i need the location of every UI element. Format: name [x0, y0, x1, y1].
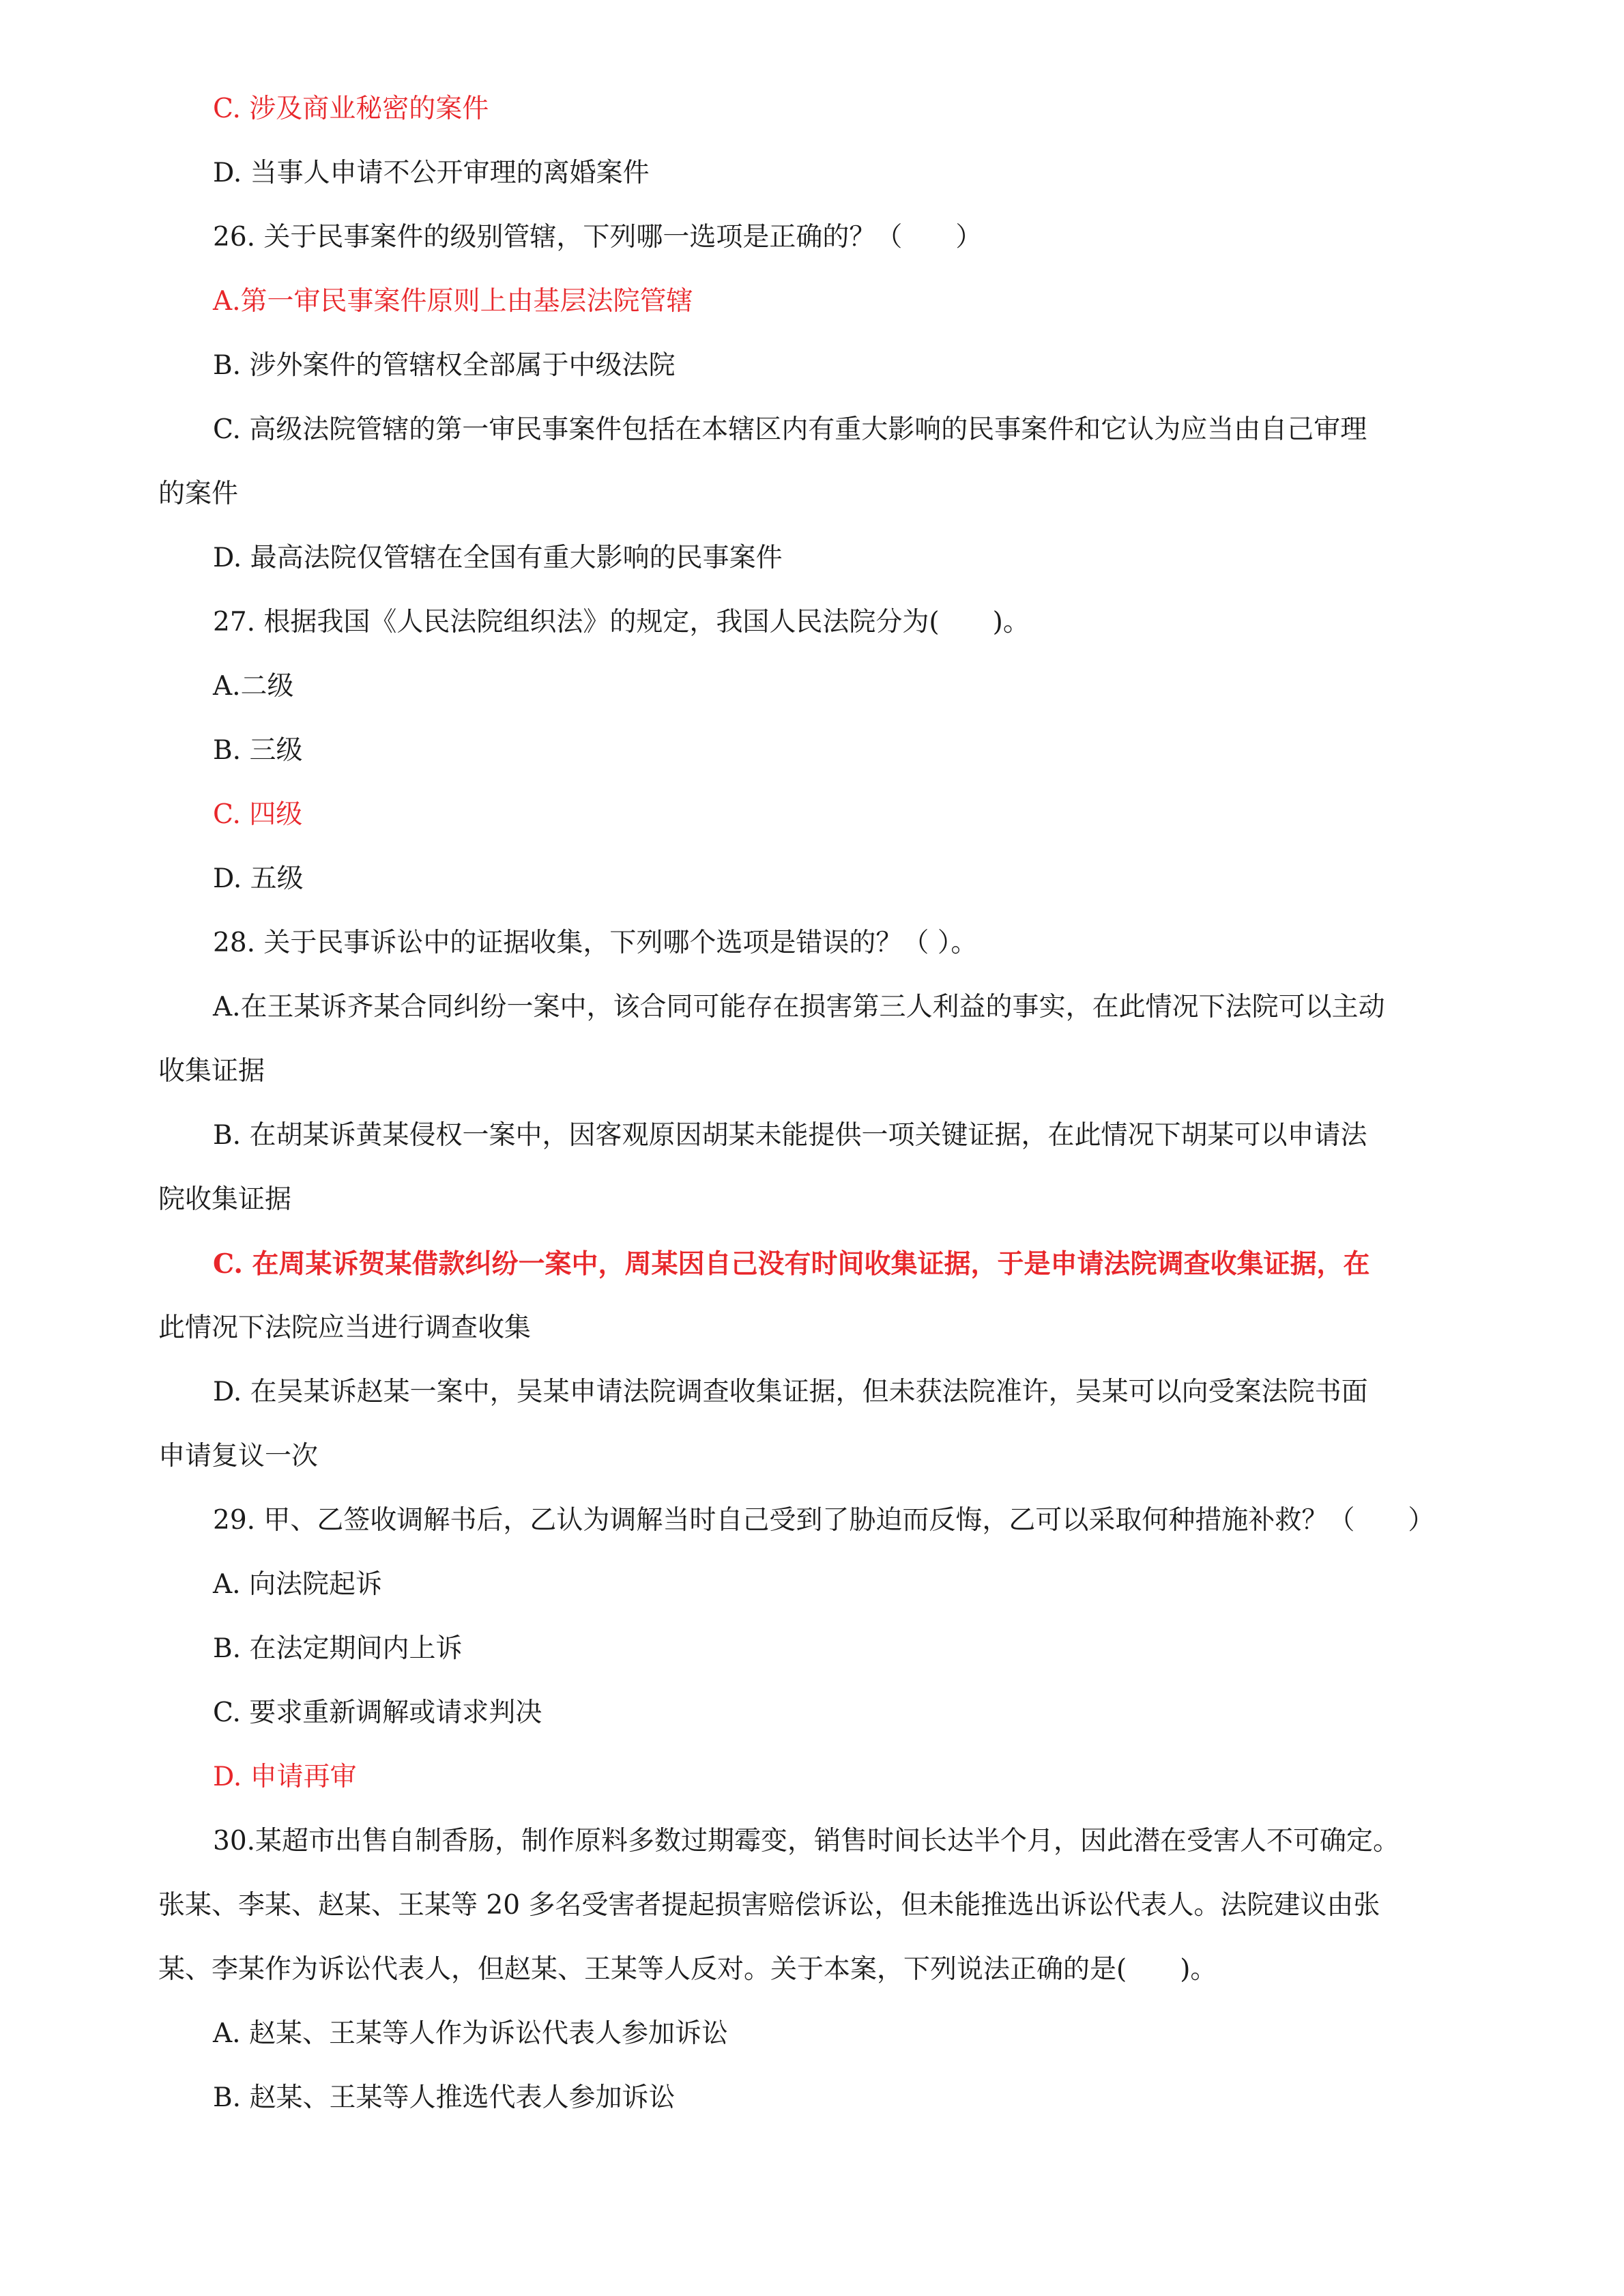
option-25c: C. 涉及商业秘密的案件	[213, 94, 489, 124]
option-27a: A.二级	[213, 671, 294, 702]
option-28b-line1: B. 在胡某诉黄某侵权一案中，因客观原因胡某未能提供一项关键证据，在此情况下胡某可以申请法	[213, 1120, 1367, 1151]
question-27: 27. 根据我国《人民法院组织法》的规定，我国人民法院分为( )。	[213, 607, 1030, 637]
option-28c-line1: C. 在周某诉贺某借款纠纷一案中，周某因自己没有时间收集证据，于是申请法院调查收集证据，在	[213, 1248, 1370, 1280]
option-28c-line2: 此情况下法院应当进行调查收集	[158, 1312, 532, 1343]
option-28a-line1: A.在王某诉齐某合同纠纷一案中，该合同可能存在损害第三人利益的事实，在此情况下法院可以主动	[213, 992, 1385, 1022]
option-29b: B. 在法定期间内上诉	[213, 1633, 463, 1664]
question-30-line2: 张某、李某、赵某、王某等 20 多名受害者提起损害赔偿诉讼，但未能推选出诉讼代表人。法院建议由张	[158, 1890, 1380, 1921]
option-29a: A. 向法院起诉	[213, 1569, 382, 1600]
option-25d: D. 当事人申请不公开审理的离婚案件	[213, 158, 650, 188]
option-29d: D. 申请再审	[213, 1762, 357, 1792]
option-28a-line2: 收集证据	[158, 1056, 265, 1087]
option-29c: C. 要求重新调解或请求判决	[213, 1697, 542, 1728]
option-27c: C. 四级	[213, 799, 303, 830]
option-30b: B. 赵某、王某等人推选代表人参加诉讼	[213, 2082, 676, 2113]
option-26a: A.第一审民事案件原则上由基层法院管辖	[213, 286, 693, 317]
option-28d-line2: 申请复议一次	[158, 1441, 319, 1472]
option-30a: A. 赵某、王某等人作为诉讼代表人参加诉讼	[213, 2018, 728, 2049]
option-26c-line1: C. 高级法院管辖的第一审民事案件包括在本辖区内有重大影响的民事案件和它认为应当由自己审理	[213, 414, 1367, 445]
question-30-line1: 30.某超市出售自制香肠，制作原料多数过期霉变，销售时间长达半个月，因此潜在受害人不可确定。	[213, 1826, 1400, 1856]
option-26c-line2: 的案件	[158, 478, 239, 509]
option-28d-line1: D. 在吴某诉赵某一案中，吴某申请法院调查收集证据，但未获法院准许，吴某可以向受案法院书面	[213, 1377, 1368, 1407]
option-28b-line2: 院收集证据	[158, 1184, 292, 1215]
question-26: 26. 关于民事案件的级别管辖，下列哪一选项是正确的？（ ）	[213, 222, 983, 253]
option-26d: D. 最高法院仅管辖在全国有重大影响的民事案件	[213, 543, 783, 573]
option-26b: B. 涉外案件的管辖权全部属于中级法院	[213, 350, 676, 381]
question-29: 29. 甲、乙签收调解书后，乙认为调解当时自己受到了胁迫而反悔，乙可以采取何种措施补救？（ ）	[213, 1505, 1435, 1536]
question-28: 28. 关于民事诉讼中的证据收集，下列哪个选项是错误的？（ ）。	[213, 928, 978, 958]
option-27d: D. 五级	[213, 863, 304, 894]
option-27b: B. 三级	[213, 735, 303, 766]
question-30-line3: 某、李某作为诉讼代表人，但赵某、王某等人反对。关于本案，下列说法正确的是( )。	[158, 1954, 1217, 1985]
